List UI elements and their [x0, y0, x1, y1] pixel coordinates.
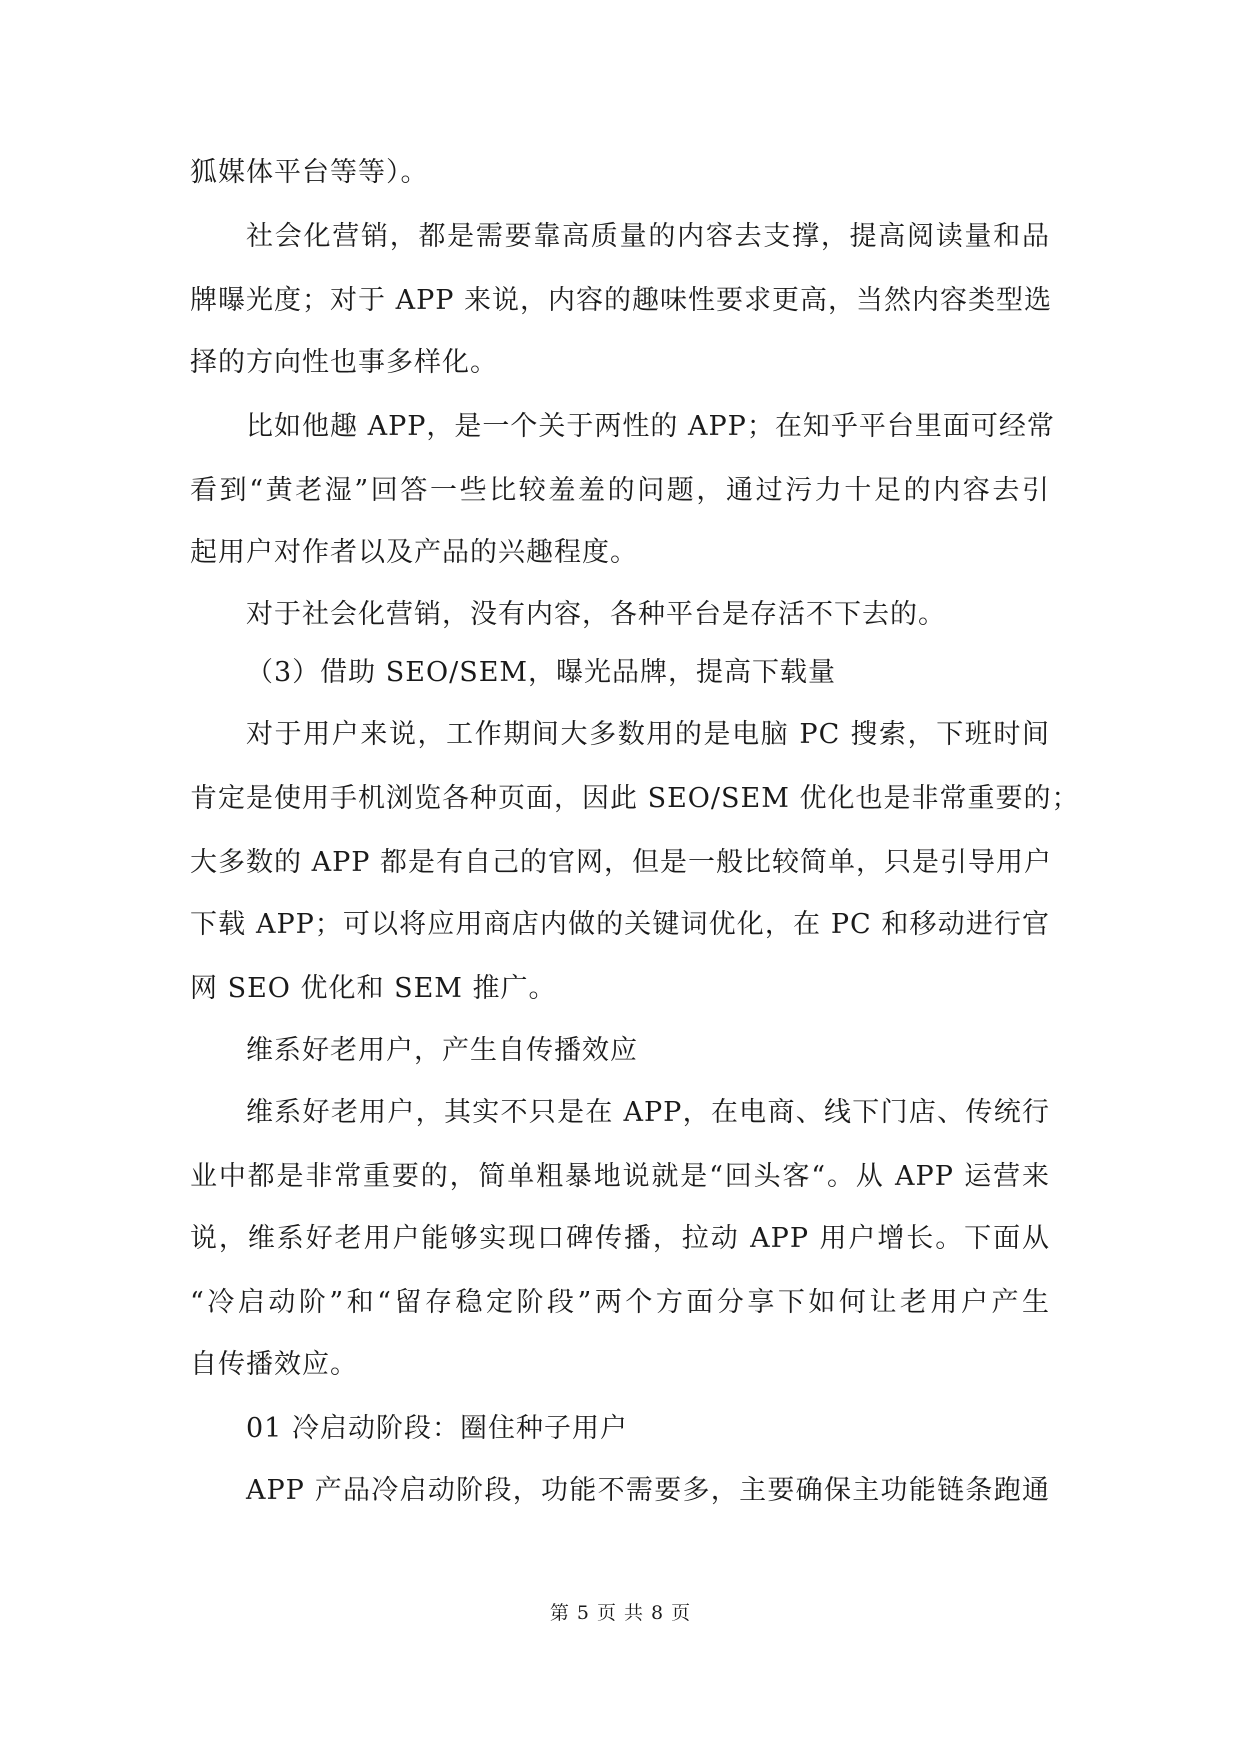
text-line: APP 产品冷启动阶段，功能不需要多，主要确保主功能链条跑通 — [246, 1475, 1050, 1506]
text-line: 狐媒体平台等等）。 — [190, 157, 429, 188]
text-line: 大多数的 APP 都是有自己的官网，但是一般比较简单，只是引导用户 — [190, 847, 1052, 878]
text-line: 起用户对作者以及产品的兴趣程度。 — [190, 537, 638, 568]
text-line: 比如他趣 APP，是一个关于两性的 APP；在知乎平台里面可经常 — [246, 411, 1055, 442]
section-heading: 01 冷启动阶段：圈住种子用户 — [246, 1413, 628, 1444]
text-line: 维系好老用户，其实不只是在 APP，在电商、线下门店、传统行 — [246, 1097, 1050, 1128]
text-line: 说，维系好老用户能够实现口碑传播，拉动 APP 用户增长。下面从 — [190, 1223, 1050, 1254]
text-line: 看到“黄老湿”回答一些比较羞羞的问题，通过污力十足的内容去引 — [190, 475, 1050, 506]
text-line: 业中都是非常重要的，简单粗暴地说就是“回头客“。从 APP 运营来 — [190, 1161, 1050, 1192]
text-line: 社会化营销，都是需要靠高质量的内容去支撑，提高阅读量和品 — [246, 221, 1050, 252]
text-line: 网 SEO 优化和 SEM 推广。 — [190, 973, 557, 1004]
text-line: 择的方向性也事多样化。 — [190, 347, 498, 378]
section-heading: （3）借助 SEO/SEM，曝光品牌，提高下载量 — [246, 657, 837, 688]
section-heading: 维系好老用户，产生自传播效应 — [246, 1035, 638, 1066]
page-number: 第 5 页 共 8 页 — [549, 1602, 692, 1624]
text-line: 下载 APP；可以将应用商店内做的关键词优化，在 PC 和移动进行官 — [190, 909, 1050, 940]
text-line: 牌曝光度；对于 APP 来说，内容的趣味性要求更高，当然内容类型选 — [190, 285, 1052, 316]
text-line: 对于用户来说，工作期间大多数用的是电脑 PC 搜索，下班时间 — [246, 719, 1050, 750]
text-line: 肯定是使用手机浏览各种页面，因此 SEO/SEM 优化也是非常重要的； — [190, 783, 1080, 814]
text-line: 自传播效应。 — [190, 1349, 358, 1380]
text-line: 对于社会化营销，没有内容，各种平台是存活不下去的。 — [246, 599, 946, 630]
text-line: “冷启动阶”和“留存稳定阶段”两个方面分享下如何让老用户产生 — [190, 1287, 1050, 1318]
